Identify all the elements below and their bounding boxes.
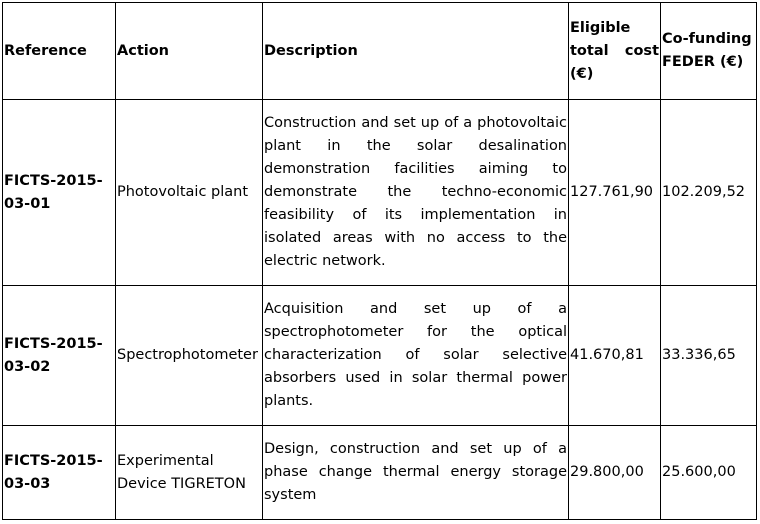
funding-table bbox=[2, 2, 757, 520]
eligible-cost-cell: 127.761,90 bbox=[569, 100, 661, 286]
header-reference: Reference bbox=[3, 3, 116, 100]
header-description: Description bbox=[263, 3, 569, 100]
eligible-cost-cell: 41.670,81 bbox=[569, 286, 661, 426]
reference-cell: FICTS-2015-03-02 bbox=[3, 286, 116, 426]
table-row bbox=[3, 100, 757, 286]
reference-cell: FICTS-2015-03-01 bbox=[3, 100, 116, 286]
table-row bbox=[3, 426, 757, 520]
header-action: Action bbox=[116, 3, 263, 100]
description-cell: Construction and set up of a photovoltaic plant in the solar desalination demonstration facilities aiming to demonstrate the techno-economic feasibility of its implementation in isolated areas with no access to the electric network. bbox=[263, 100, 569, 286]
action-cell: Photovoltaic plant bbox=[116, 100, 263, 286]
action-cell: Experimental Device TIGRETON bbox=[116, 426, 263, 520]
cofunding-cell: 102.209,52 bbox=[661, 100, 757, 286]
description-cell: Acquisition and set up of a spectrophotometer for the optical characterization of solar selective absorbers used in solar thermal power plants. bbox=[263, 286, 569, 426]
table-header-row bbox=[3, 3, 757, 100]
cofunding-cell: 33.336,65 bbox=[661, 286, 757, 426]
header-cofunding: Co-funding FEDER (€) bbox=[661, 3, 757, 100]
header-eligible-cost: Eligible total cost (€) bbox=[569, 3, 661, 100]
eligible-cost-cell: 29.800,00 bbox=[569, 426, 661, 520]
cofunding-cell: 25.600,00 bbox=[661, 426, 757, 520]
description-cell: Design, construction and set up of a phase change thermal energy storage system bbox=[263, 426, 569, 520]
action-cell: Spectrophotometer bbox=[116, 286, 263, 426]
table-row bbox=[3, 286, 757, 426]
reference-cell: FICTS-2015-03-03 bbox=[3, 426, 116, 520]
